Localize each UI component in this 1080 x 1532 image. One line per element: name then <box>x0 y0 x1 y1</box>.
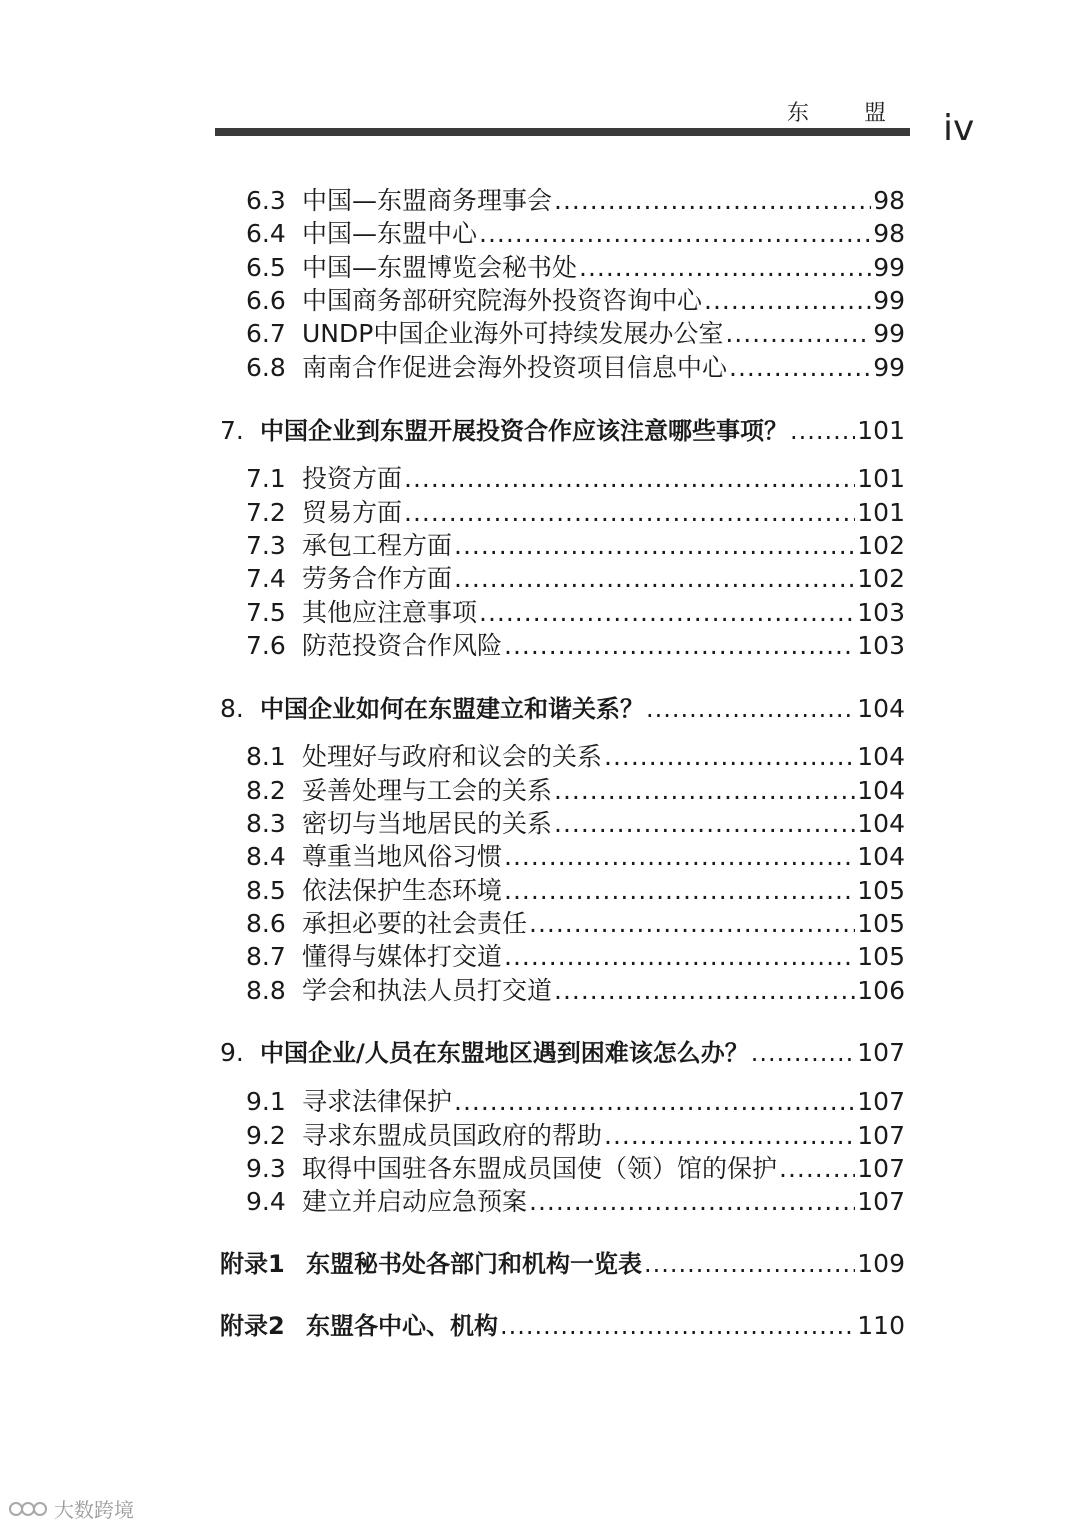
toc-entry-page: 107 <box>857 1121 905 1150</box>
toc-entry-page: 102 <box>857 531 905 560</box>
toc-chapter-entry[interactable] <box>220 415 905 447</box>
toc-dot-leader <box>790 415 855 447</box>
toc-dot-leader <box>725 318 871 350</box>
toc-entry[interactable] <box>246 497 905 529</box>
toc-entry-title: 依法保护生态环境 <box>302 876 503 905</box>
toc-entry-page: 98 <box>873 186 905 215</box>
toc-dot-leader <box>646 693 855 725</box>
toc-entry-page: 101 <box>857 464 905 493</box>
toc-entry-page: 107 <box>857 1187 905 1216</box>
toc-dot-leader <box>751 1037 856 1069</box>
toc-dot-leader <box>554 185 871 217</box>
toc-dot-leader <box>704 285 871 317</box>
toc-entry-page: 105 <box>857 942 905 971</box>
toc-entry-page: 107 <box>857 1038 905 1067</box>
toc-dot-leader <box>554 975 855 1007</box>
toc-dot-leader <box>500 1310 855 1342</box>
toc-entry[interactable] <box>246 285 905 317</box>
toc-entry-title: 南南合作促进会海外投资项目信息中心 <box>302 353 728 382</box>
toc-entry-title: 贸易方面 <box>302 498 403 527</box>
toc-entry-title: 尊重当地风俗习惯 <box>302 842 503 871</box>
toc-dot-leader <box>454 563 855 595</box>
toc-entry-number: 8.6 <box>246 909 286 938</box>
watermark-text: 大数跨境 <box>54 1498 134 1522</box>
toc-dot-leader <box>504 841 855 873</box>
watermark <box>8 1494 134 1523</box>
toc-dot-leader <box>454 1086 855 1118</box>
toc-dot-leader <box>604 1120 855 1152</box>
toc-entry-page: 102 <box>857 564 905 593</box>
toc-entry-number: 7.3 <box>246 531 286 560</box>
toc-dot-leader <box>529 1186 855 1218</box>
toc-entry[interactable] <box>246 1153 905 1185</box>
toc-entry-page: 104 <box>857 742 905 771</box>
toc-entry[interactable] <box>246 975 905 1007</box>
toc-dot-leader <box>644 1248 855 1280</box>
toc-dot-leader <box>554 775 855 807</box>
toc-appendix-entry[interactable] <box>220 1310 905 1342</box>
toc-entry-number: 7.4 <box>246 564 286 593</box>
toc-entry-number: 8.2 <box>246 776 286 805</box>
toc-entry-page: 103 <box>857 598 905 627</box>
toc-entry-title: 中国商务部研究院海外投资咨询中心 <box>302 286 703 315</box>
toc-entry[interactable] <box>246 908 905 940</box>
toc-entry-page: 104 <box>857 842 905 871</box>
toc-entry-number: 7.5 <box>246 598 286 627</box>
toc-entry-number: 附录2 <box>220 1312 285 1340</box>
toc-dot-leader <box>504 941 855 973</box>
toc-entry-title: UNDP中国企业海外可持续发展办公室 <box>302 319 724 348</box>
toc-entry-title: 承担必要的社会责任 <box>302 909 528 938</box>
toc-entry-number: 9.2 <box>246 1121 286 1150</box>
toc-entry[interactable] <box>246 808 905 840</box>
toc-entry-title: 东盟秘书处各部门和机构一览表 <box>306 1250 642 1278</box>
toc-entry-title: 投资方面 <box>302 464 403 493</box>
toc-entry[interactable] <box>246 318 905 350</box>
toc-entry-number: 附录1 <box>220 1250 285 1278</box>
toc-entry-title: 中国—东盟中心 <box>302 219 478 248</box>
toc-entry[interactable] <box>246 530 905 562</box>
toc-entry-title: 中国企业到东盟开展投资合作应该注意哪些事项？ <box>260 417 788 445</box>
toc-entry[interactable] <box>246 941 905 973</box>
toc-entry-page: 105 <box>857 909 905 938</box>
toc-appendix-entry[interactable] <box>220 1248 905 1280</box>
toc-dot-leader <box>479 218 871 250</box>
toc-entry-title: 寻求东盟成员国政府的帮助 <box>302 1121 603 1150</box>
running-header-title: 东 盟 <box>787 101 910 126</box>
toc-entry-title: 中国—东盟博览会秘书处 <box>302 253 578 282</box>
toc-entry-title: 学会和执法人员打交道 <box>302 976 553 1005</box>
toc-entry-page: 106 <box>857 976 905 1005</box>
toc-entry-number: 9. <box>220 1038 244 1067</box>
toc-dot-leader <box>554 808 855 840</box>
toc-entry[interactable] <box>246 563 905 595</box>
toc-entry-title: 密切与当地居民的关系 <box>302 809 553 838</box>
toc-entry-number: 8.3 <box>246 809 286 838</box>
toc-entry-page: 104 <box>857 809 905 838</box>
toc-entry-title: 处理好与政府和议会的关系 <box>302 742 603 771</box>
toc-entry[interactable] <box>246 1086 905 1118</box>
toc-entry[interactable] <box>246 352 905 384</box>
toc-dot-leader <box>529 908 855 940</box>
toc-entry-number: 9.1 <box>246 1087 286 1116</box>
toc-entry[interactable] <box>246 741 905 773</box>
page-number: iv <box>943 108 975 149</box>
toc-entry[interactable] <box>246 1120 905 1152</box>
toc-entry-number: 8.1 <box>246 742 286 771</box>
toc-entry-page: 99 <box>873 286 905 315</box>
toc-chapter-entry[interactable] <box>220 693 905 725</box>
toc-entry[interactable] <box>246 252 905 284</box>
toc-entry-title: 其他应注意事项 <box>302 598 478 627</box>
toc-entry[interactable] <box>246 775 905 807</box>
toc-entry-title: 懂得与媒体打交道 <box>302 942 503 971</box>
header-rule <box>215 128 910 136</box>
toc-entry-number: 9.4 <box>246 1187 286 1216</box>
toc-dot-leader <box>479 597 855 629</box>
toc-dot-leader <box>404 463 855 495</box>
toc-entry-page: 101 <box>857 498 905 527</box>
toc-entry-number: 7.2 <box>246 498 286 527</box>
toc-dot-leader <box>404 497 855 529</box>
toc-entry-page: 109 <box>857 1249 905 1278</box>
toc-entry-page: 104 <box>857 776 905 805</box>
toc-entry-title: 中国—东盟商务理事会 <box>302 186 553 215</box>
toc-entry[interactable] <box>246 630 905 662</box>
toc-entry[interactable] <box>246 1186 905 1218</box>
toc-entry-page: 105 <box>857 876 905 905</box>
toc-entry-number: 8.5 <box>246 876 286 905</box>
toc-entry-number: 6.7 <box>246 319 286 348</box>
toc-entry-page: 101 <box>857 416 905 445</box>
toc-entry-page: 98 <box>873 219 905 248</box>
toc-dot-leader <box>454 530 855 562</box>
toc-entry-number: 6.4 <box>246 219 286 248</box>
toc-entry-title: 建立并启动应急预案 <box>302 1187 528 1216</box>
toc-entry-page: 107 <box>857 1087 905 1116</box>
toc-entry-number: 7.6 <box>246 631 286 660</box>
toc-entry-page: 99 <box>873 319 905 348</box>
toc-entry-number: 7.1 <box>246 464 286 493</box>
toc-entry[interactable] <box>246 875 905 907</box>
toc-entry-title: 中国企业如何在东盟建立和谐关系？ <box>260 695 644 723</box>
toc-entry-number: 8. <box>220 694 244 723</box>
toc-dot-leader <box>729 352 871 384</box>
toc-entry-page: 104 <box>857 694 905 723</box>
toc-entry-title: 中国企业/人员在东盟地区遇到困难该怎么办？ <box>260 1039 749 1067</box>
toc-entry-title: 寻求法律保护 <box>302 1087 453 1116</box>
toc-entry-number: 6.3 <box>246 186 286 215</box>
toc-entry-number: 6.5 <box>246 253 286 282</box>
toc-dot-leader <box>504 630 855 662</box>
toc-entry[interactable] <box>246 218 905 250</box>
toc-entry-number: 8.7 <box>246 942 286 971</box>
toc-entry-page: 107 <box>857 1154 905 1183</box>
toc-entry-number: 6.6 <box>246 286 286 315</box>
toc-entry-title: 承包工程方面 <box>302 531 453 560</box>
toc-entry-number: 6.8 <box>246 353 286 382</box>
toc-entry-page: 110 <box>857 1311 905 1340</box>
toc-entry-number: 8.4 <box>246 842 286 871</box>
toc-chapter-entry[interactable] <box>220 1037 905 1069</box>
toc-entry[interactable] <box>246 841 905 873</box>
toc-dot-leader <box>604 741 855 773</box>
toc-dot-leader <box>504 875 855 907</box>
toc-entry-page: 99 <box>873 353 905 382</box>
toc-entry-number: 7. <box>220 416 244 445</box>
toc-entry[interactable] <box>246 185 905 217</box>
toc-entry-title: 劳务合作方面 <box>302 564 453 593</box>
toc-dot-leader <box>579 252 871 284</box>
toc-entry[interactable] <box>246 463 905 495</box>
toc-entry-number: 9.3 <box>246 1154 286 1183</box>
toc-entry-page: 99 <box>873 253 905 282</box>
toc-entry-title: 防范投资合作风险 <box>302 631 503 660</box>
toc-entry-page: 103 <box>857 631 905 660</box>
toc-entry-title: 取得中国驻各东盟成员国使（领）馆的保护 <box>302 1154 778 1183</box>
toc-entry-number: 8.8 <box>246 976 286 1005</box>
toc-entry-title: 东盟各中心、机构 <box>306 1312 498 1340</box>
toc-entry[interactable] <box>246 597 905 629</box>
watermark-logo-icon <box>8 1498 48 1520</box>
toc-entry-title: 妥善处理与工会的关系 <box>302 776 553 805</box>
toc-dot-leader <box>779 1153 855 1185</box>
